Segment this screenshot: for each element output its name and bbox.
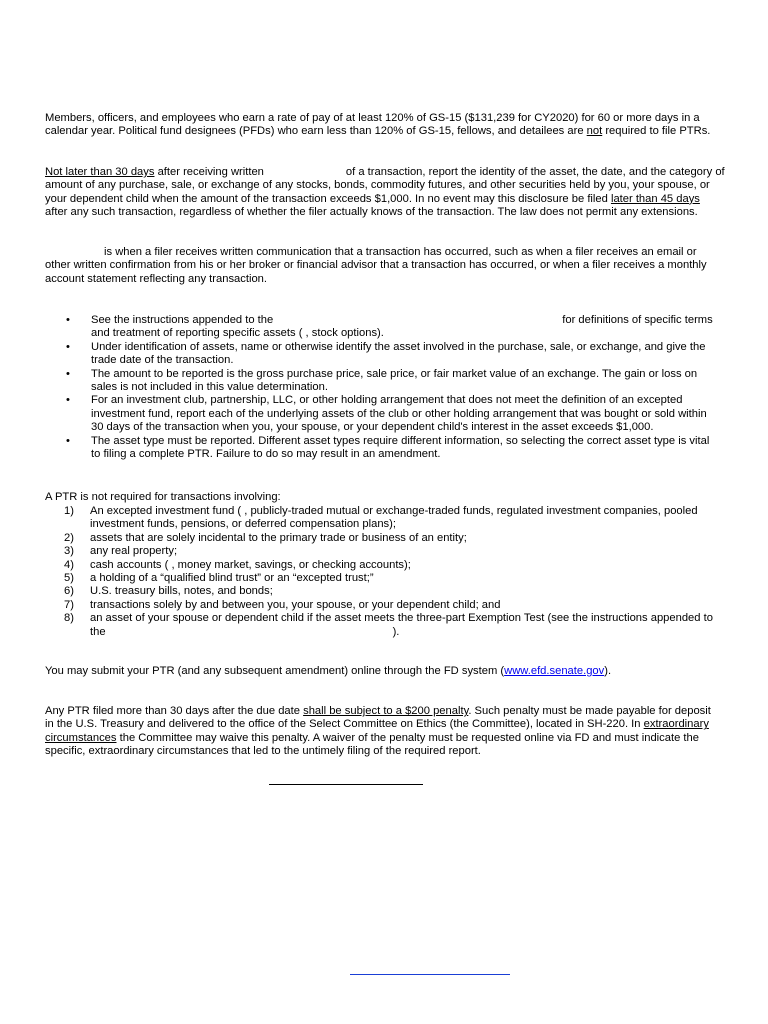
penalty-1-b: . Such penalty must be made payable for deposit	[468, 705, 711, 717]
item-number: 5)	[64, 572, 74, 585]
exempt-6-line-1: U.S. treasury bills, notes, and bonds;	[90, 585, 273, 598]
penalty-paragraph	[45, 705, 723, 759]
when-line-2: amount of any purchase, sale, or exchange of any stocks, bonds, commodity futures, and other securities held by you, your spouse, or	[45, 179, 710, 192]
bullet-4-line-3: 30 days of the transaction when you, your spouse, or your dependent child's interest in the asset exceeds $1,000.	[91, 421, 654, 434]
deadline-45-days: later than 45 days	[610, 192, 700, 205]
who-line-2-end: required to file PTRs.	[602, 125, 711, 138]
list-item	[62, 435, 722, 462]
penalty-line-4: specific, extraordinary circumstances that led to the untimely filing of the required report.	[45, 745, 481, 758]
penalty-1-a: Any PTR filed more than 30 days after the due date	[45, 705, 304, 717]
list-item	[64, 532, 724, 545]
bullet-icon: •	[66, 314, 70, 326]
list-item	[64, 612, 724, 639]
list-item	[62, 314, 722, 341]
exempt-1-line-1: An excepted investment fund ( , publicly-traded mutual or exchange-traded funds, regulated investment companies, pooled	[90, 505, 698, 517]
bullet-5-line-1: The asset type must be reported. Different asset types require different information, so selecting the correct asset type is vital	[91, 434, 710, 447]
penalty-line-1	[45, 705, 723, 718]
footer-link-rule	[350, 974, 510, 975]
bullet-2-line-2: trade date of the transaction.	[91, 354, 234, 367]
when-line-3	[45, 193, 723, 206]
list-item	[64, 572, 724, 585]
exempt-5-line-1: a holding of a “qualified blind trust” or an “excepted trust;”	[90, 572, 374, 585]
bullet-1-b: for definitions of specific terms	[562, 314, 713, 326]
list-item	[62, 341, 722, 368]
bullet-4-line-1: For an investment club, partnership, LLC, or other holding arrangement that does not meet the definition of an excepted	[91, 394, 683, 407]
circumstances-emphasis: circumstances	[45, 731, 117, 744]
bullet-4-line-2: investment fund, report each of the underlying assets of the club or other holding arrangement that was bought or sold within	[91, 407, 707, 420]
exempt-7-line-1: transactions solely by and between you, your spouse, or your dependent child; and	[90, 598, 501, 611]
exempt-4-line-1: cash accounts ( , money market, savings, or checking accounts);	[90, 558, 411, 571]
submit-paragraph	[45, 665, 723, 678]
penalty-3-b: the Committee may waive this penalty. A waiver of the penalty must be requested online via FD and must indicate the	[116, 731, 699, 744]
exempt-8-line-1: an asset of your spouse or dependent child if the asset meets the three-part Exemption Test (see the instructions appended to	[90, 612, 713, 625]
footnote-separator	[269, 784, 423, 785]
item-number: 3)	[64, 545, 74, 558]
list-item	[62, 368, 722, 395]
who-line-2-text: calendar year. Political fund designees (PFDs) who earn less than 120% of GS-15, fellows, and detailees are	[45, 125, 587, 138]
notice-definition-paragraph	[45, 246, 723, 286]
when-line-1-a: after receiving written	[154, 166, 264, 178]
notice-line-1	[45, 246, 723, 259]
list-item	[64, 505, 724, 532]
when-to-file-paragraph	[45, 166, 723, 220]
who-must-file-paragraph	[45, 112, 723, 139]
exempt-8-line-2-b: ).	[392, 625, 400, 638]
reporting-notes-list	[62, 314, 722, 461]
item-number: 1)	[64, 505, 74, 517]
list-item	[64, 599, 724, 612]
exemptions-intro: A PTR is not required for transactions involving:	[45, 491, 281, 503]
list-item	[64, 585, 724, 598]
exempt-2-line-1: assets that are solely incidental to the primary trade or business of an entity;	[90, 531, 467, 544]
bullet-5-line-2: to filing a complete PTR. Failure to do so may result in an amendment.	[91, 448, 441, 461]
when-line-3-a: your dependent child when the amount of the transaction exceeds $1,000. In no event may this disclosure be filed	[45, 192, 611, 205]
item-number: 6)	[64, 585, 74, 598]
bullet-3-line-1: The amount to be reported is the gross purchase price, sale price, or fair market value of an exchange. The gain or loss on	[91, 367, 698, 380]
penalty-amount-emphasis: shall be subject to a $200 penalty	[303, 705, 469, 717]
when-line-4: after any such transaction, regardless of whether the filer actually knows of the transaction. The law does not permit any extensions.	[45, 206, 698, 219]
list-item	[64, 545, 724, 558]
notice-line-2: other written confirmation from his or her broker or financial advisor that a transaction has occurred, or when a filer receives a monthly	[45, 259, 707, 272]
penalty-line-3	[45, 732, 723, 745]
who-line-1: Members, officers, and employees who earn a rate of pay of at least 120% of GS-15 ($131,239 for CY2020) for 60 or more days in a	[45, 112, 700, 124]
item-number: 2)	[64, 531, 74, 544]
item-number: 4)	[64, 558, 74, 571]
not-emphasis: not	[586, 125, 603, 138]
exempt-3-line-1: any real property;	[90, 545, 178, 558]
submit-text: You may submit your PTR (and any subsequent amendment) online through the FD system (	[45, 665, 505, 677]
penalty-2-a: in the U.S. Treasury and delivered to the office of the Select Committee on Ethics (the Committee), located in SH-220. In	[45, 718, 644, 731]
who-line-2	[45, 125, 723, 138]
extraordinary-emphasis: extraordinary	[643, 718, 709, 731]
bullet-1-a: See the instructions appended to the	[91, 314, 274, 326]
when-line-1	[45, 166, 723, 179]
bullet-1-line-2: and treatment of reporting specific assets ( , stock options).	[91, 327, 384, 340]
penalty-line-2	[45, 718, 723, 731]
bullet-3-line-2: sales is not included in this value determination.	[91, 381, 328, 394]
exempt-8-line-2-a: the	[90, 625, 106, 638]
efd-link[interactable]: www.efd.senate.gov	[504, 665, 605, 677]
bullet-icon: •	[66, 367, 70, 380]
bullet-2-line-1: Under identification of assets, name or otherwise identify the asset involved in the purchase, sale, or exchange, and give the	[91, 340, 706, 353]
list-item	[62, 394, 722, 434]
notice-line-3: account statement reflecting any transaction.	[45, 272, 268, 285]
bullet-icon: •	[66, 394, 70, 407]
item-number: 8)	[64, 612, 74, 625]
list-item	[64, 559, 724, 572]
notice-line-1-text: is when a filer receives written communication that a transaction has occurred, such as when a filer receives an email or	[104, 246, 697, 258]
bullet-icon: •	[66, 434, 70, 447]
deadline-30-days: Not later than 30 days	[45, 166, 155, 178]
item-number: 7)	[64, 598, 74, 611]
exempt-1-line-2: investment funds, pensions, or deferred compensation plans);	[90, 518, 396, 531]
when-line-1-b: of a transaction, report the identity of the asset, the date, and the category of	[345, 166, 725, 178]
bullet-icon: •	[66, 340, 70, 353]
submit-text-end: ).	[604, 665, 612, 677]
exemptions-list	[64, 505, 724, 639]
